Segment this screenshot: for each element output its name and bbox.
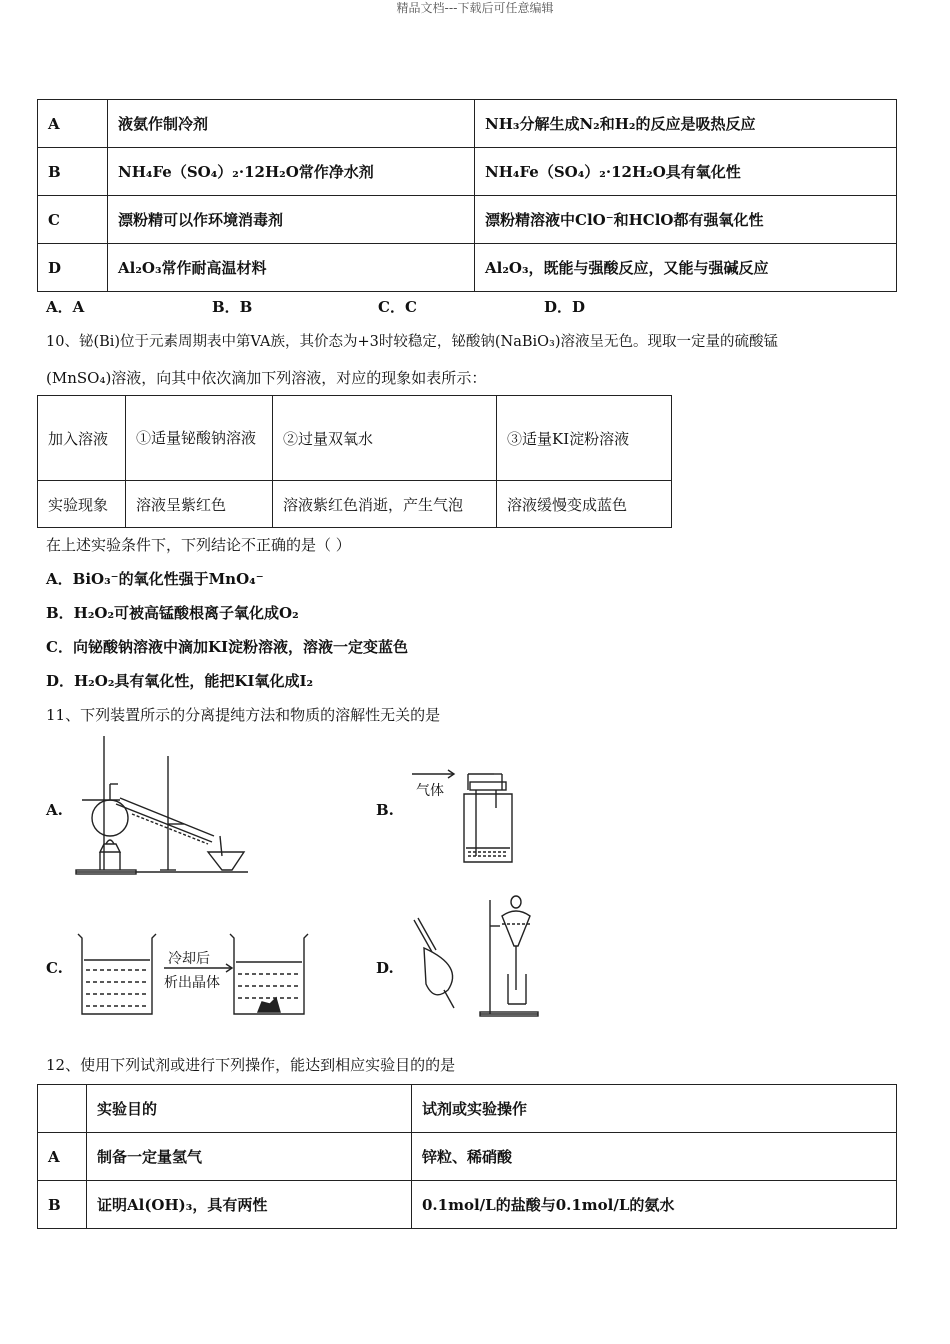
property-cell: NH₃分解生成N₂和H₂的反应是吸热反应 <box>475 100 897 148</box>
table-row <box>38 396 672 481</box>
q12-options-table <box>37 1084 897 1229</box>
goal-cell: 证明Al(OH)₃，具有两性 <box>87 1181 412 1229</box>
header-cell: ②过量双氧水 <box>273 396 497 481</box>
gas-label: 气体 <box>416 783 444 799</box>
property-cell: Al₂O₃，既能与强酸反应，又能与强碱反应 <box>475 244 897 292</box>
q10-stem-line2: (MnSO₄)溶液，向其中依次滴加下列溶液，对应的现象如表所示： <box>46 369 487 387</box>
q11-label-c[interactable]: C. <box>46 959 63 977</box>
property-cell: 漂粉精溶液中ClO⁻和HClO都有强氧化性 <box>475 196 897 244</box>
q10-stem-line1: 10、铋(Bi)位于元素周期表中第VA族，其价态为+3时较稳定，铋酸钠(NaBiO₃)溶液呈无色。现取一定量的硫酸锰 <box>46 334 779 350</box>
table-row <box>38 244 897 292</box>
q10-experiment-table <box>37 395 672 528</box>
row-letter: C <box>38 196 108 244</box>
arrow-text-crystals: 析出晶体 <box>164 975 220 991</box>
goal-cell: 制备一定量氢气 <box>87 1133 412 1181</box>
q9-options-table <box>37 99 897 292</box>
property-cell: NH₄Fe（SO₄）₂·12H₂O具有氧化性 <box>475 148 897 196</box>
table-cell: 溶液呈紫红色 <box>126 481 273 528</box>
q10-option-a[interactable]: A．BiO₃⁻的氧化性强于MnO₄⁻ <box>46 570 264 588</box>
row-letter: A <box>38 1133 87 1181</box>
table-cell: 溶液缓慢变成蓝色 <box>497 481 672 528</box>
row-letter: A <box>38 100 108 148</box>
method-cell: 0.1mol/L的盐酸与0.1mol/L的氨水 <box>412 1181 897 1229</box>
q10-option-b[interactable]: B．H₂O₂可被高锰酸根离子氧化成O₂ <box>46 604 299 622</box>
table-row <box>38 196 897 244</box>
option-c[interactable]: C．C <box>378 298 417 316</box>
table-row <box>38 481 672 528</box>
page-header-watermark: 精品文档---下载后可任意编辑 <box>396 1 554 15</box>
q11-label-d[interactable]: D. <box>376 959 394 977</box>
row-letter: D <box>38 244 108 292</box>
header-cell: 加入溶液 <box>38 396 126 481</box>
method-cell: 锌粒、稀硝酸 <box>412 1133 897 1181</box>
use-cell: NH₄Fe（SO₄）₂·12H₂O常作净水剂 <box>108 148 475 196</box>
use-cell: 漂粉精可以作环境消毒剂 <box>108 196 475 244</box>
distillation-apparatus-icon <box>72 732 252 878</box>
q11-stem: 11、下列装置所示的分离提纯方法和物质的溶解性无关的是 <box>46 706 441 724</box>
header-cell: 实验目的 <box>87 1085 412 1133</box>
table-row <box>38 1085 897 1133</box>
q9-answer-options <box>46 296 710 317</box>
table-row <box>38 148 897 196</box>
table-cell: 实验现象 <box>38 481 126 528</box>
header-cell: ①适量铋酸钠溶液 <box>126 396 273 481</box>
row-letter: B <box>38 1181 87 1229</box>
q10-question: 在上述实验条件下，下列结论不正确的是（ ） <box>46 536 351 554</box>
option-b[interactable]: B．B <box>212 298 253 316</box>
use-cell: Al₂O₃常作耐高温材料 <box>108 244 475 292</box>
q11-label-b[interactable]: B. <box>376 801 394 819</box>
table-cell: 溶液紫红色消逝，产生气泡 <box>273 481 497 528</box>
table-row <box>38 1181 897 1229</box>
q11-label-a[interactable]: A. <box>46 801 63 819</box>
use-cell: 液氨作制冷剂 <box>108 100 475 148</box>
header-cell: 试剂或实验操作 <box>412 1085 897 1133</box>
q12-stem: 12、使用下列试剂或进行下列操作，能达到相应实验目的的是 <box>46 1056 456 1074</box>
separatory-funnel-icon <box>404 890 544 1022</box>
q10-option-d[interactable]: D．H₂O₂具有氧化性，能把KI氧化成I₂ <box>46 672 314 690</box>
option-a[interactable]: A．A <box>46 298 85 316</box>
arrow-text-cooling: 冷却后 <box>168 951 210 967</box>
table-row <box>38 1133 897 1181</box>
header-cell <box>38 1085 87 1133</box>
q10-option-c[interactable]: C．向铋酸钠溶液中滴加KI淀粉溶液，溶液一定变蓝色 <box>46 638 408 656</box>
header-cell: ③适量KI淀粉溶液 <box>497 396 672 481</box>
row-letter: B <box>38 148 108 196</box>
option-d[interactable]: D．D <box>544 298 586 316</box>
table-row <box>38 100 897 148</box>
